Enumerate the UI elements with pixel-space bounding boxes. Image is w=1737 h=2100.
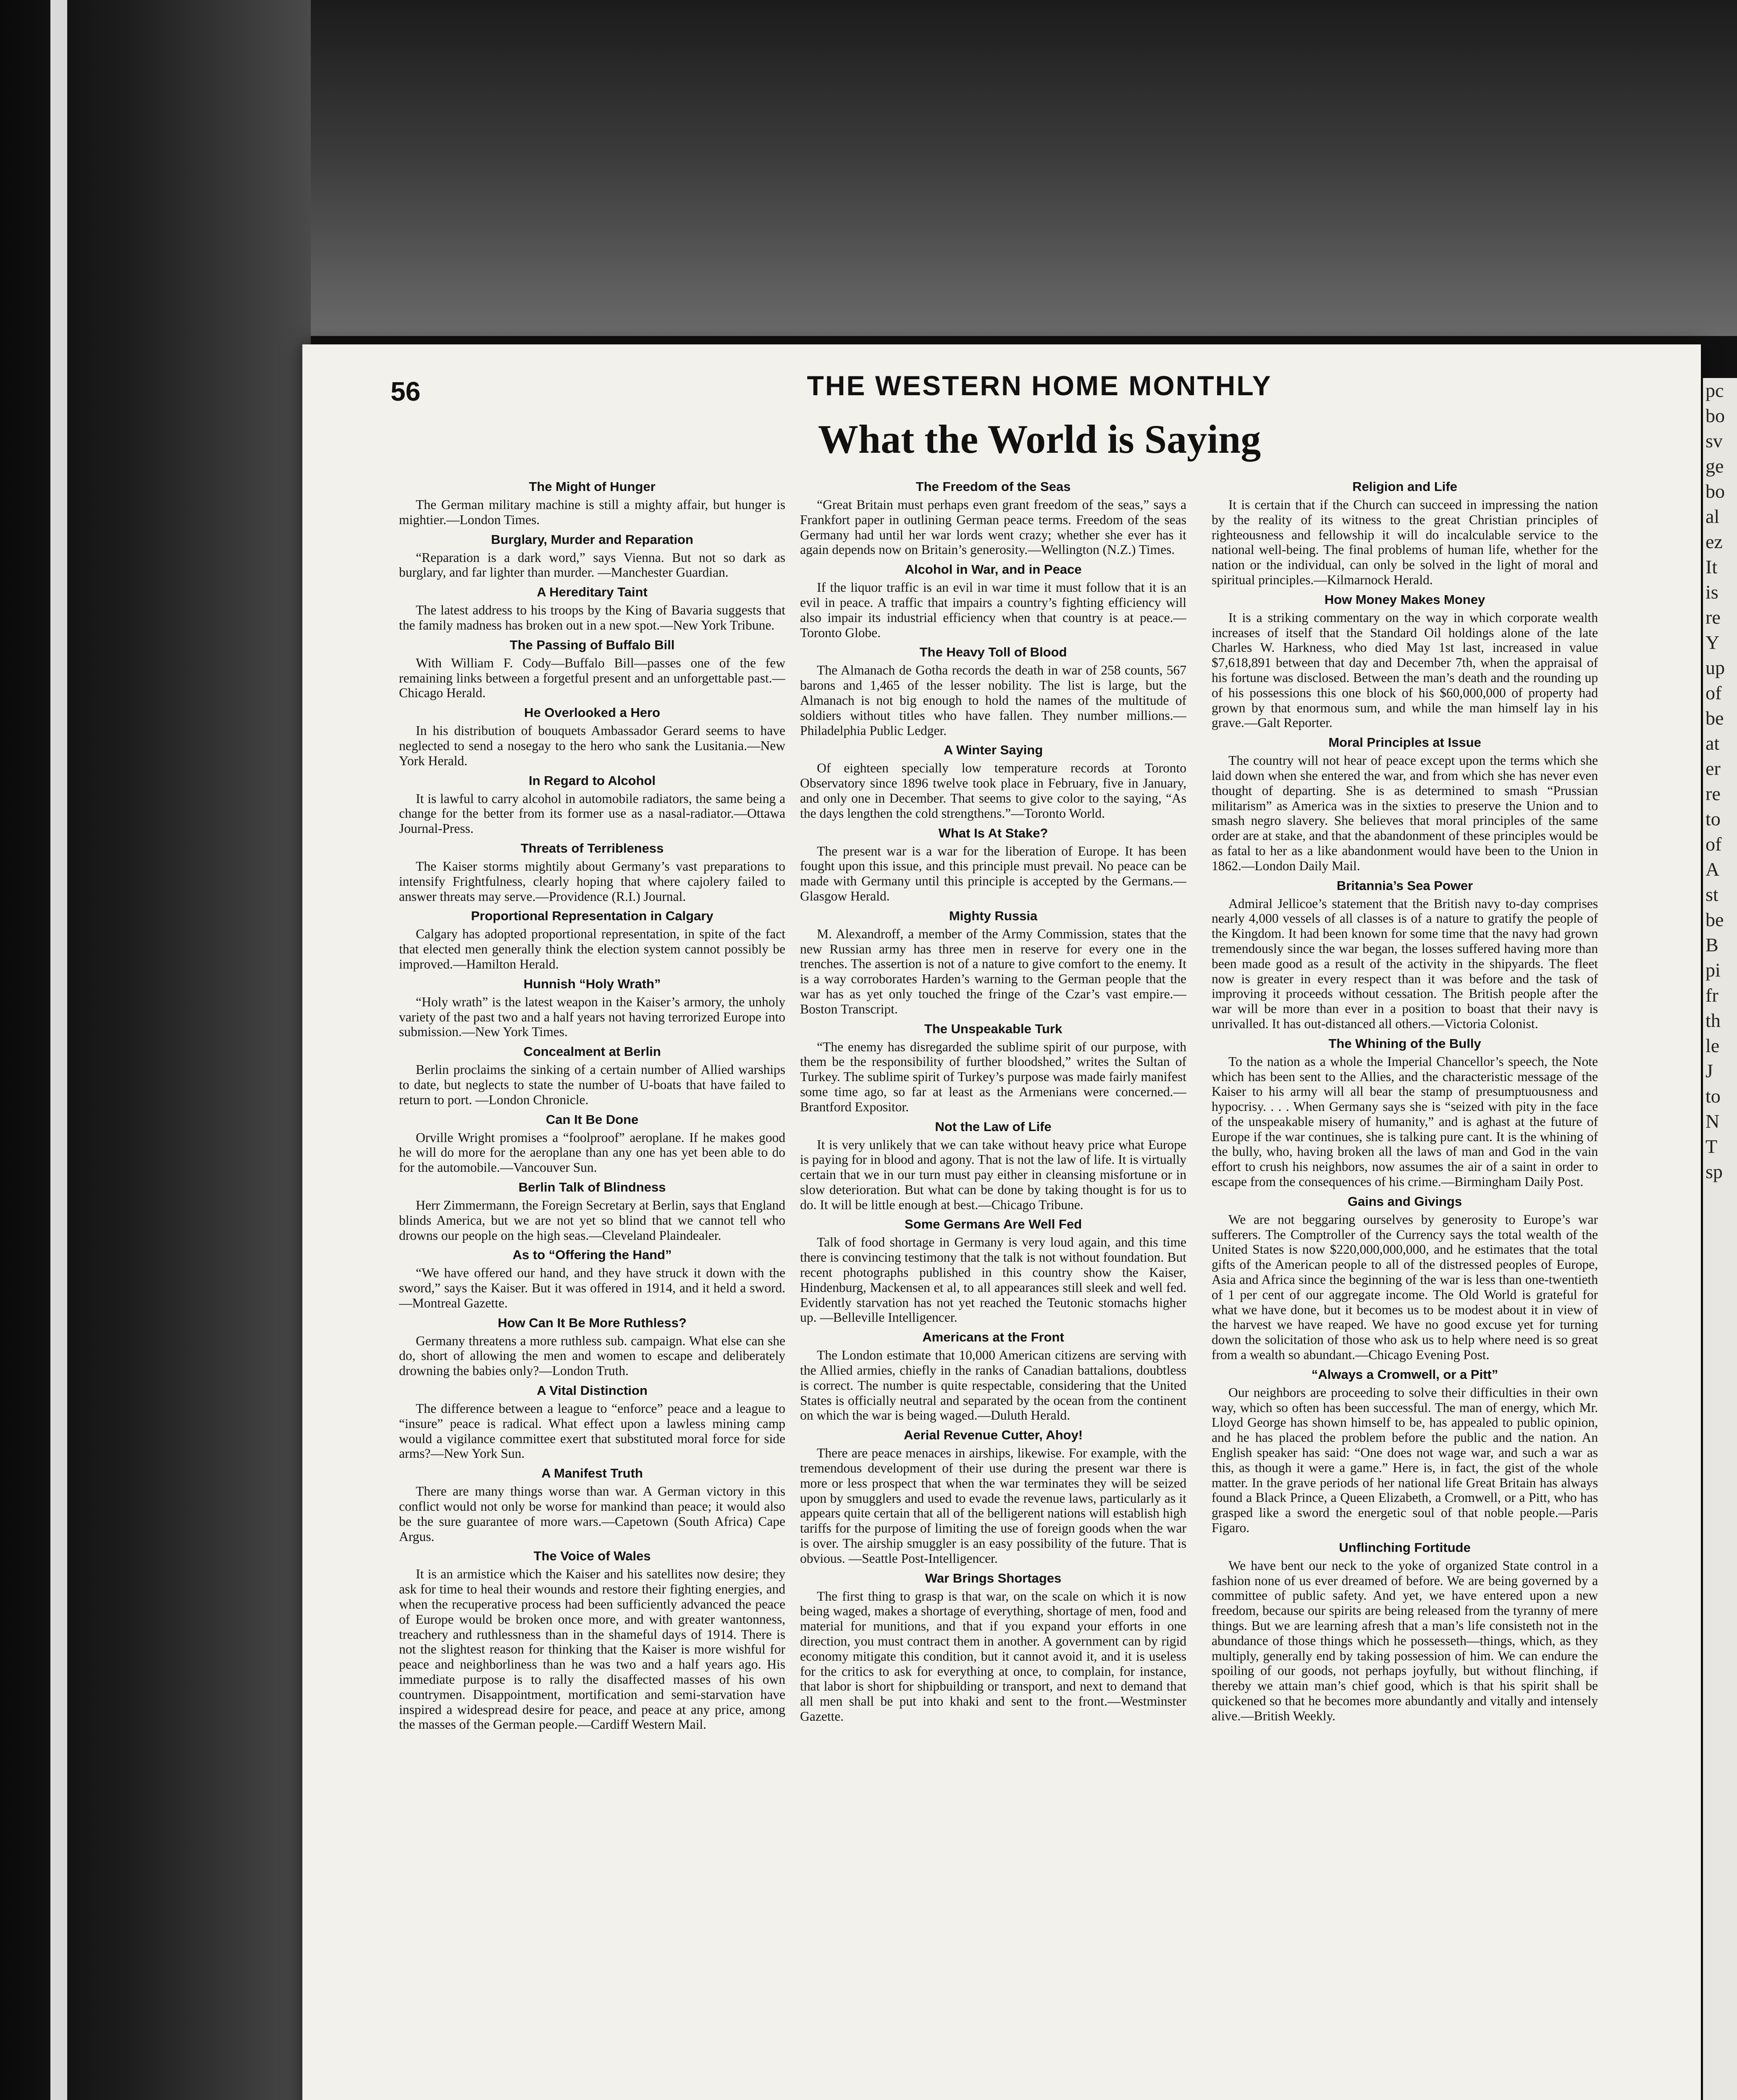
- article-body: The latest address to his troops by the King of Bavaria suggests that the family madness has broken out in a new spot.—New York Tribune.: [399, 603, 785, 633]
- adjacent-page-text: pi: [1706, 959, 1721, 981]
- article: [399, 1044, 785, 1107]
- article: [800, 1427, 1186, 1566]
- adjacent-page-text: fr: [1706, 984, 1719, 1006]
- article: [399, 1465, 785, 1544]
- adjacent-page-text: Y: [1706, 632, 1720, 653]
- article-headline: The Unspeakable Turk: [924, 1021, 1063, 1036]
- adjacent-page-text: le: [1706, 1035, 1720, 1056]
- article: [399, 584, 785, 633]
- article: [1212, 878, 1598, 1032]
- adjacent-page-text: pc: [1706, 380, 1724, 401]
- adjacent-page-text: ez: [1706, 531, 1723, 552]
- article-headline: The Heavy Toll of Blood: [919, 645, 1067, 660]
- article: [800, 742, 1186, 821]
- article: [1212, 1036, 1598, 1189]
- article-headline: The Might of Hunger: [529, 479, 656, 494]
- article: [800, 644, 1186, 738]
- article-column-3: [1212, 479, 1598, 2100]
- article-body: It is a striking commentary on the way in which corporate wealth increases of itself that the Standard Oil holdings alone of the late Charles W. Harkness, who died May 1st last, increased in value $7,618,891 between that day and December 7th, when the appraisal of his fortune was disclosed. Between the man’s death and the rounding up of his possessions this one block of his $60,000,000 of property had grown by that enormous sum, and while the man himself lay in his grave.—Galt Reporter.: [1212, 610, 1598, 730]
- article: [399, 840, 785, 904]
- adjacent-page-text: sv: [1706, 430, 1723, 452]
- adjacent-page-text: sp: [1706, 1161, 1723, 1182]
- adjacent-page-text: re: [1706, 783, 1721, 804]
- article-headline: Burglary, Murder and Reparation: [491, 532, 693, 547]
- article: [399, 479, 785, 528]
- article-headline: As to “Offering the Hand”: [512, 1247, 672, 1263]
- article-body: The country will not hear of peace except upon the terms which she laid down when she entered the war, and from which she has never even thought of departing. She is as determined to smash “Prussian militarism” as America was in the sixties to preserve the Union and to smash negro slavery. She believes that moral principles of the same order are at stake, and that the abandonment of these principles would be as fatal to her as a like abandonment would have been to the Union in 1862.—London Daily Mail.: [1212, 753, 1598, 873]
- article-headline: He Overlooked a Hero: [524, 705, 660, 720]
- article-headline: A Manifest Truth: [541, 1466, 643, 1481]
- article-headline: Religion and Life: [1352, 479, 1457, 494]
- article-headline: A Winter Saying: [943, 743, 1043, 758]
- article-headline: Not the Law of Life: [935, 1119, 1052, 1134]
- adjacent-page-text: st: [1706, 884, 1719, 905]
- article: [399, 1179, 785, 1243]
- article-headline: “Always a Cromwell, or a Pitt”: [1311, 1367, 1498, 1382]
- article-body: The London estimate that 10,000 American citizens are serving with the Allied armies, chiefly in the ranks of Canadian battalions, doubtless is correct. The number is quite respectable, considering that the United States is officially neutral and separated by the ocean from the continent on which the war is being waged.—Duluth Herald.: [800, 1348, 1186, 1423]
- scan-background-left: [0, 0, 311, 2100]
- article-body: There are peace menaces in airships, likewise. For example, with the tremendous development of their use during the present war there is more or less prospect that when the war terminates they will be seized upon by smugglers and used to evade the revenue laws, particularly as it appears quite certain that all of the belligerent nations will establish high tariffs for the purpose of limiting the use of foreign goods when the war is over. The airship smuggler is an easy possibility of the future. That is obvious. —Seattle Post-Intelligencer.: [800, 1446, 1186, 1566]
- article-body: M. Alexandroff, a member of the Army Commission, states that the new Russian army has three men in reserve for every one in the trenches. The assertion is not of a nature to give comfort to the enemy. It is a way corroborates Harden’s warning to the German people that the war has as yet only touched the fringe of the Czar’s vast empire.—Boston Transcript.: [800, 926, 1186, 1016]
- adjacent-page-text: bo: [1706, 480, 1725, 502]
- article-body: If the liquor traffic is an evil in war time it must follow that it is an evil in peace. A traffic that impairs a country’s fighting efficiency will also impair its industrial efficiency when that country is at peace.—Toronto Globe.: [800, 580, 1186, 640]
- film-edge-strip: [50, 0, 67, 2100]
- article: [399, 1548, 785, 1732]
- article-body: Talk of food shortage in Germany is very loud again, and this time there is convincing testimony that the talk is not without foundation. But recent photographs published in this country show the Kaiser, Hindenburg, Mackensen et al, to all appearances still sleek and well fed. Evidently starvation has not yet reached the Teutonic stomachs higher up. —Belleville Intelligencer.: [800, 1235, 1186, 1325]
- article-body: It is lawful to carry alcohol in automobile radiators, the same being a change for the better from its former use as a nasal-radiator.—Ottawa Journal-Press.: [399, 791, 785, 836]
- article-body: We are not beggaring ourselves by generosity to Europe’s war sufferers. The Comptroller of the Currency says the total wealth of the United States is now $220,000,000,000, and he estimates that the total gifts of the American people to all of the distressed peoples of Europe, Asia and Africa since the beginning of the war is less than one-twentieth of 1 per cent of our aggregate income. The Old World is grateful for what we have done, but it becomes us to be modest about it in view of the harvest we have reaped. We have no good excuse yet for turning down the solicitation of those who ask us to help where need is so great from a wealth so abundant.—Chicago Evening Post.: [1212, 1212, 1598, 1362]
- article-body: It is very unlikely that we can take without heavy price what Europe is paying for in blood and agony. That is not the law of life. It is virtually certain that we in our turn must pay either in cleansing misfortune or in slow deterioration. But what can be done by taking thought is for us to do. It will be little enough at best.—Chicago Tribune.: [800, 1137, 1186, 1212]
- article: [800, 1570, 1186, 1724]
- article: [800, 1329, 1186, 1423]
- article-body: Of eighteen specially low temperature records at Toronto Observatory since 1896 twelve took place in February, five in January, and only one in December. That seems to give color to the saying, “As the days lengthen the cold strengthens.”—Toronto World.: [800, 761, 1186, 821]
- article-headline: How Money Makes Money: [1324, 592, 1485, 607]
- article-headline: What Is At Stake?: [938, 825, 1048, 840]
- article-headline: Britannia’s Sea Power: [1336, 878, 1473, 893]
- section-title: What the World is Saying: [818, 417, 1261, 462]
- adjacent-page-text: th: [1706, 1010, 1721, 1031]
- article: [399, 1112, 785, 1175]
- adjacent-page-text: to: [1706, 1085, 1721, 1107]
- article-column-2: [800, 479, 1186, 2100]
- adjacent-page-text: al: [1706, 506, 1720, 527]
- article-column-1: [399, 479, 785, 2100]
- article: [800, 1216, 1186, 1325]
- article-body: The difference between a league to “enforce” peace and a league to “insure” peace is radical. What effect upon a lawless mining camp would a vigilance committee exert that substituted moral force for side arms?—New York Sun.: [399, 1401, 785, 1461]
- article-body: There are many things worse than war. A German victory in this conflict would not only be worse for mankind than peace; it would also be the sure guarantee of more wars.—Capetown (South Africa) Cape Argus.: [399, 1484, 785, 1544]
- article: [1212, 1540, 1598, 1724]
- article-body: “Great Britain must perhaps even grant freedom of the seas,” says a Frankfort paper in outlining German peace terms. Freedom of the seas Germany had until her war lords went crazy; whether she ever has it again depends now on Britain’s generosity.—Wellington (N.Z.) Times.: [800, 497, 1186, 557]
- adjacent-page-text: of: [1706, 682, 1722, 704]
- article-headline: Proportional Representation in Calgary: [471, 908, 714, 924]
- article: [800, 825, 1186, 904]
- article-headline: Alcohol in War, and in Peace: [905, 562, 1082, 577]
- adjacent-page-text: of: [1706, 833, 1722, 855]
- article: [800, 1119, 1186, 1213]
- article-body: It is certain that if the Church can succeed in impressing the nation by the reality of its witness to the great Christian principles of righteousness and fellowship it will do incalculable service to the national well-being. The final problems of human life, whether for the nation or the individual, can only be solved in the light of moral and spiritual principles.—Kilmarnock Herald.: [1212, 497, 1598, 587]
- article: [1212, 1367, 1598, 1536]
- article: [800, 479, 1186, 557]
- article: [1212, 735, 1598, 873]
- adjacent-page-text: er: [1706, 758, 1721, 779]
- article: [1212, 479, 1598, 588]
- adjacent-page-text: B: [1706, 934, 1719, 956]
- article-headline: Moral Principles at Issue: [1328, 735, 1481, 750]
- article-headline: In Regard to Alcohol: [529, 773, 656, 788]
- adjacent-page-text: A: [1706, 858, 1720, 880]
- article: [1212, 592, 1598, 730]
- article-body: We have bent our neck to the yoke of organized State control in a fashion none of us ever dreamed of before. We are being governed by a committee of public safety. And yet, we have entered upon a new freedom, because our spirits are being released from the tyranny of mere things. But we are learning afresh that a man’s life consisteth not in the abundance of those things which he possesseth—things, which, as they multiply, generally end by taking possession of him. We can endure the spoiling of our goods, not perhaps joyfully, but without flinching, if thereby we attain man’s chief good, which is that his spirit shall be quickened so that he becomes more abundantly and vitally and intensely alive.—British Weekly.: [1212, 1558, 1598, 1723]
- magazine-masthead: THE WESTERN HOME MONTHLY: [807, 370, 1272, 401]
- adjacent-page-text: be: [1706, 707, 1724, 729]
- article-body: To the nation as a whole the Imperial Chancellor’s speech, the Note which has been sent to the Allies, and the characteristic message of the Kaiser to his army will all bear the stamp of presumptuousness and hypocrisy. . . . When Germany says she is “seized with pity in the face of the unspeakable misery of humanity,” and is aghast at the future of Europe if the war continues, she is talking pure cant. It is the whining of the bully, who, having broken all the laws of man and God in the vain effort to crush his neighbors, now assumes the air of a saint in order to escape from the consequences of his crime.—Birmingham Daily Post.: [1212, 1054, 1598, 1189]
- adjacent-page-text: N: [1706, 1110, 1720, 1132]
- article-headline: Americans at the Front: [922, 1330, 1064, 1345]
- article-headline: Concealment at Berlin: [523, 1044, 661, 1059]
- article: [399, 1315, 785, 1378]
- article-body: The present war is a war for the liberation of Europe. It has been fought upon this issue, and this principle must prevail. No peace can be made with Germany until this principle is accepted by the Germans.—Glasgow Herald.: [800, 843, 1186, 903]
- article-body: Our neighbors are proceeding to solve their difficulties in their own way, which so often has been successful. The man of energy, which Mr. Lloyd George has shown himself to be, has appealed to public opinion, and he has placed the problem before the public and the nation. An English speaker has said: “One does not wage war, and such a war as this, as though it were a game.” Here is, in fact, the gist of the whole matter. In the grave periods of her national life Great Britain has always found a Black Prince, a Queen Elizabeth, a Cromwell, or a Pitt, who has grasped like a sword the energetic soul of that noble people.—Paris Figaro.: [1212, 1385, 1598, 1536]
- article: [399, 1383, 785, 1461]
- adjacent-page-text: T: [1706, 1136, 1718, 1157]
- article-headline: Mighty Russia: [949, 908, 1038, 923]
- article: [800, 562, 1186, 640]
- article-body: With William F. Cody—Buffalo Bill—passes one of the few remaining links between a forgetful present and an unforgettable past.—Chicago Herald.: [399, 655, 785, 701]
- article-body: “Reparation is a dark word,” says Vienna. But not so dark as burglary, and far lighter than murder. —Manchester Guardian.: [399, 550, 785, 580]
- article-headline: Berlin Talk of Blindness: [518, 1179, 666, 1194]
- article: [800, 1021, 1186, 1115]
- adjacent-page-text: re: [1706, 606, 1721, 628]
- article: [399, 773, 785, 836]
- article: [399, 532, 785, 580]
- article-body: Berlin proclaims the sinking of a certain number of Allied warships to date, but neglects to state the number of U-boats that have failed to return to port. —London Chronicle.: [399, 1062, 785, 1107]
- article: [1212, 1194, 1598, 1362]
- page-number: 56: [391, 376, 421, 407]
- article-body: “The enemy has disregarded the sublime spirit of our purpose, with them be the responsibility of further bloodshed,” writes the Sultan of Turkey. The sublime spirit of Turkey’s purpose was made fairly manifest some time ago, so far at least as the Armenians were concerned.—Brantford Expositor.: [800, 1039, 1186, 1114]
- article-headline: The Freedom of the Seas: [916, 479, 1071, 494]
- article-headline: Hunnish “Holy Wrath”: [523, 976, 661, 991]
- article-body: Germany threatens a more ruthless sub. campaign. What else can she do, short of allowing the men and women to escape and deliberately drowning the babies only?—London Truth.: [399, 1333, 785, 1378]
- article-body: The Kaiser storms mightily about Germany’s vast preparations to intensify Frightfulness, clearly hoping that where cajolery failed to answer threats may serve.—Providence (R.I.) Journal.: [399, 858, 785, 904]
- article-body: Orville Wright promises a “foolproof” aeroplane. If he makes good he will do more for the aeroplane than any one has yet been able to do for the automobile.—Vancouver Sun.: [399, 1130, 785, 1175]
- adjacent-page-text: be: [1706, 909, 1724, 930]
- article-headline: Gains and Givings: [1347, 1194, 1462, 1209]
- adjacent-page-text: is: [1706, 581, 1719, 603]
- article-headline: A Vital Distinction: [537, 1383, 648, 1398]
- article-body: “We have offered our hand, and they have struck it down with the sword,” says the Kaiser. But it was offered in 1914, and it held a sword.—Montreal Gazette.: [399, 1265, 785, 1310]
- adjacent-page-text: at: [1706, 732, 1720, 754]
- article: [399, 637, 785, 701]
- adjacent-page-text: ge: [1706, 455, 1724, 477]
- article-headline: The Passing of Buffalo Bill: [509, 637, 675, 652]
- article-headline: Unflinching Fortitude: [1339, 1540, 1471, 1555]
- article-body: Admiral Jellicoe’s statement that the British navy to-day comprises nearly 4,000 vessels of all classes is of a nature to gratify the people of the Kingdom. It had been known for some time that the navy had grown tremendously since the war began, the losses suffered having more than been made good as a result of the activity in the shipyards. The fleet now is greater in every respect than it was before and the task of improving it proceeds without cessation. The British people after the war will be more than ever in a position to boast that their navy is unrivalled. It has out-distanced all others.—Victoria Colonist.: [1212, 896, 1598, 1031]
- article-body: The Almanach de Gotha records the death in war of 258 counts, 567 barons and 1,465 of the lesser nobility. The list is large, but the Almanach is not big enough to hold the names of the multitude of soldiers without titles who have fallen. They number millions.—Philadelphia Public Ledger.: [800, 663, 1186, 738]
- article-headline: Can It Be Done: [546, 1112, 639, 1127]
- article: [399, 1247, 785, 1310]
- article-headline: How Can It Be More Ruthless?: [498, 1315, 687, 1330]
- article-headline: War Brings Shortages: [925, 1570, 1062, 1586]
- article-body: The German military machine is still a mighty affair, but hunger is mightier.—London Times.: [399, 497, 785, 527]
- article-body: Calgary has adopted proportional representation, in spite of the fact that elected men generally think the election system cannot possibly be improved.—Hamilton Herald.: [399, 927, 785, 971]
- article-headline: The Whining of the Bully: [1328, 1036, 1481, 1051]
- article-headline: A Hereditary Taint: [537, 585, 648, 600]
- article: [800, 908, 1186, 1017]
- article-body: It is an armistice which the Kaiser and his satellites now desire; they ask for time to heal their wounds and restore their fighting energies, and when the recuperative process had been sufficiently advanced the peace of Europe would be broken once more, and with greater wantonness, treachery and ruthlessness than in the shameful days of 1914. There is not the slightest reason for thinking that the Kaiser is more wishful for peace and neighborliness than he was two and a half years ago. His immediate purpose is to rally the disaffected masses of his own countrymen. Disappointment, mortification and semi-starvation have inspired a widespread desire for peace, and peace at any price, among the masses of the German people.—Cardiff Western Mail.: [399, 1567, 785, 1732]
- article-body: In his distribution of bouquets Ambassador Gerard seems to have neglected to send a nosegay to the hero who sank the Lusitania.—New York Herald.: [399, 723, 785, 768]
- article: [399, 976, 785, 1040]
- article-headline: Threats of Terribleness: [520, 840, 664, 856]
- adjacent-page-text: bo: [1706, 405, 1725, 426]
- adjacent-page-text: up: [1706, 657, 1725, 678]
- adjacent-page-text: to: [1706, 808, 1721, 830]
- adjacent-page-fragment: [1703, 378, 1737, 2100]
- article-body: “Holy wrath” is the latest weapon in the Kaiser’s armory, the unholy variety of the past two and a half years not having terrorized Europe into submission.—New York Times.: [399, 994, 785, 1040]
- article-body: The first thing to grasp is that war, on the scale on which it is now being waged, makes a shortage of everything, shortage of men, food and material for munitions, and that if you expand your efforts in one direction, you must contract them in another. A government can by rigid economy mitigate this condition, but it cannot avoid it, and it is useless for the critics to ask for everything at once, to complain, for instance, that labor is short for shipbuilding or transport, and next to demand that all men shall be put into khaki and sent to the front.—Westminster Gazette.: [800, 1588, 1186, 1724]
- article-headline: Aerial Revenue Cutter, Ahoy!: [903, 1428, 1083, 1443]
- adjacent-page-text: It: [1706, 556, 1718, 578]
- article: [399, 705, 785, 768]
- article: [399, 908, 785, 971]
- article-headline: Some Germans Are Well Fed: [904, 1217, 1082, 1232]
- article-headline: The Voice of Wales: [533, 1549, 651, 1564]
- article-body: Herr Zimmermann, the Foreign Secretary at Berlin, says that England blinds America, but we are not yet so blind that we cannot tell who drowns our people on the high seas.—Cleveland Plaindealer.: [399, 1197, 785, 1243]
- adjacent-page-text: J: [1706, 1060, 1713, 1082]
